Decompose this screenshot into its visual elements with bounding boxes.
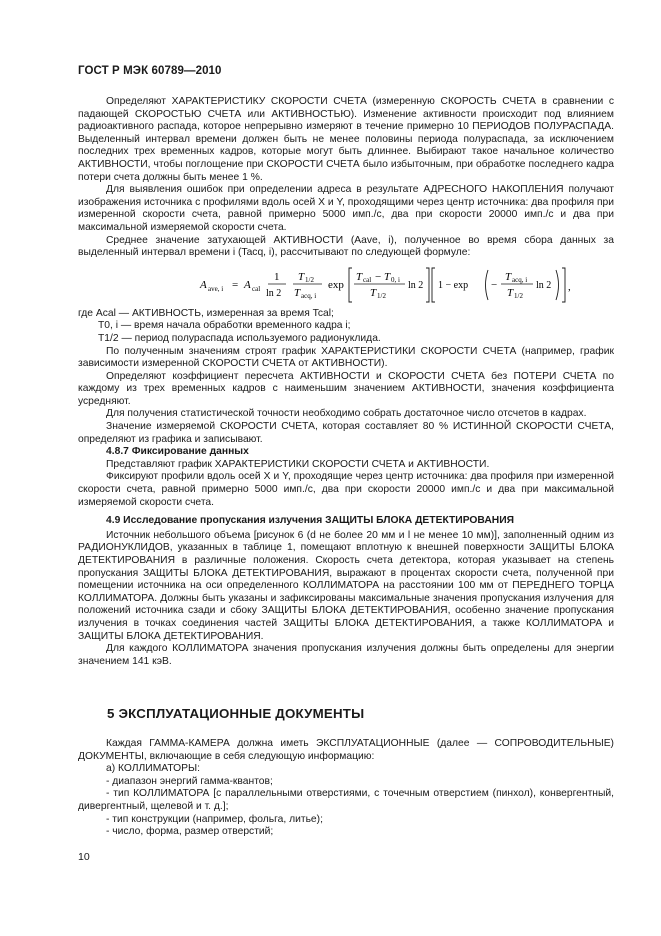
formula-minus2: − [491, 278, 498, 291]
paragraph-accompanying-documents: Каждая ГАММА-КАМЕРА должна иметь ЭКСПЛУАТАЦИОННЫЕ (далее — СОПРОВОДИТЕЛЬНЫЕ) ДОКУМЕНТЫ, включающие в себя следующую информацию: [78, 738, 614, 762]
formula-t12-den2-sub: 1/2 [514, 291, 523, 300]
where-line-t0: T0, i — время начала обработки временного кадра i; [98, 320, 351, 332]
document-header: ГОСТ Р МЭК 60789—2010 [78, 65, 222, 77]
formula-acal-sub: cal [252, 284, 261, 293]
subsection-heading-4-9: 4.9 Исследование пропускания излучения ЗАЩИТЫ БЛОКА ДЕТЕКТИРОВАНИЯ [106, 515, 515, 527]
paragraph-shield-transmission: Источник небольшого объема [рисунок 6 (d не более 20 мм и l не менее 10 мм)], заполненный одним из РАДИОНУКЛИДОВ, указанных в таблице 1, помещают вплотную к внешней поверхности ЗАЩИТЫ БЛОКА ДЕТЕКТИРОВАНИЯ в различные положения. Скорость счета детектора, которая указывает на степень пропускания ЗАЩИТЫ БЛОКА ДЕТЕКТИРОВАНИЯ, выражают в процентах скорости счета, полученной при помещении источника на оси определенного КОЛЛИМАТОРА на расстоянии 100 мм от ПЕРЕДНЕГО ТОРЦА КОЛЛИМАТОРА. Должны быть указаны и зафиксированы максимальные значения пропускания излучения для положений источника сзади и сбоку ЗАЩИТЫ БЛОКА ДЕТЕКТИРОВАНИЯ, особенно значение пропускания излучения в точках соединения частей ЗАЩИТЫ БЛОКА ДЕТЕКТИРОВАНИЯ, а также КОЛЛИМАТОРА и ЗАЩИТЫ БЛОКА ДЕТЕКТИРОВАНИЯ. [78, 529, 614, 642]
average-activity-formula [78, 264, 614, 306]
paragraph-address-accumulation: Для выявления ошибок при определении адреса в результате АДРЕСНОГО НАКОПЛЕНИЯ получают изображения источника с профилями вдоль осей X и Y, проходящими через центр источника: два профиля при измеренной скорости счета, равной примерно 5000 имп./с, два при скорости 20000 имп./с и два при максимальной измеряемой скорости счета. [78, 184, 614, 233]
formula-one-minus: 1 − exp [438, 279, 469, 291]
paragraph-present-graph: Представляют график ХАРАКТЕРИСТИКИ СКОРОСТИ СЧЕТА и АКТИВНОСТИ. [106, 458, 490, 470]
formula-t12-sub: 1/2 [305, 275, 314, 284]
formula-tcal-sub: cal [363, 275, 372, 284]
section-5-text [78, 738, 614, 839]
dash-item-construction-type: - тип конструкции (например, фольга, литье); [106, 813, 323, 825]
where-line-acal: где Acal — АКТИВНОСТЬ, измеренная за время Tcal; [78, 307, 334, 319]
formula-t12-den-sub: 1/2 [377, 291, 386, 300]
dash-item-collimator-type: - тип КОЛЛИМАТОРА [с параллельными отверстиями, с точечным отверстием (пинхол), конвергентный, дивергентный, щелевой и т. д.]; [78, 788, 614, 812]
svg-text:,: , [568, 280, 571, 293]
formula-one: 1 [274, 270, 280, 283]
paragraph-80-percent: Значение измеряемой СКОРОСТИ СЧЕТА, которая составляет 80 % ИСТИННОЙ СКОРОСТИ СЧЕТА, определяют из графика и записывают. [78, 421, 614, 445]
dash-item-energy-range: - диапазон энергий гамма-квантов; [106, 775, 273, 787]
formula-tcal: T [356, 270, 363, 283]
formula-tacq-num: T [505, 270, 512, 283]
formula-tail: ln 2 [536, 279, 552, 291]
paragraph-record-profiles: Фиксируют профили вдоль осей X и Y, проходящие через центр источника: два профиля при измеренной скорости счета, равной примерно 5000 имп./с, два при скорости 20000 имп./с и два при максимальной измеряемой скорости счета. [78, 471, 614, 508]
formula-eq: = [232, 278, 239, 291]
subsection-heading-4-8-7: 4.8.7 Фиксирование данных [106, 446, 249, 458]
formula-lhs: A [200, 278, 207, 291]
formula-tacq-sub: acq, i [301, 291, 317, 300]
where-line-t12: T1/2 — период полураспада используемого радионуклида. [98, 332, 381, 344]
formula-lhs-sub: ave, i [208, 284, 224, 293]
dash-item-holes: - число, форма, размер отверстий; [106, 826, 274, 838]
list-item-a-collimators: а) КОЛЛИМАТОРЫ: [106, 763, 201, 775]
formula-acal: A [244, 278, 251, 291]
formula-t12-den2: T [507, 286, 514, 299]
paragraph-141-kev: Для каждого КОЛЛИМАТОРА значения пропускания излучения должны быть определены для энергии значением 141 кэВ. [78, 643, 614, 667]
section-heading-5: 5 ЭКСПЛУАТАЦИОННЫЕ ДОКУМЕНТЫ [107, 706, 365, 721]
formula-t0-sub: 0, i [391, 275, 400, 284]
formula-t12: T [298, 270, 305, 283]
formula-t0: T [384, 270, 391, 283]
formula-ln2b: ln 2 [408, 279, 424, 291]
paragraph-graph: По полученным значениям строят график ХАРАКТЕРИСТИКИ СКОРОСТИ СЧЕТА (например, график зависимости измеренной СКОРОСТИ СЧЕТА от АКТИВНОСТИ). [78, 345, 614, 370]
paragraph-conversion-factor: Определяют коэффициент пересчета АКТИВНОСТИ и СКОРОСТИ СЧЕТА без ПОТЕРИ СЧЕТА по каждому из трех временных кадров с наименьшим значением АКТИВНОСТИ, значения коэффициента усредняют. [78, 370, 614, 407]
formula-exp: exp [328, 278, 344, 291]
page-number: 10 [78, 851, 90, 863]
formula-tacq-num-sub: acq, i [512, 275, 528, 284]
formula-minus: − [375, 270, 382, 283]
section-4-8-6-text [78, 96, 614, 668]
formula-t12-den: T [370, 286, 377, 299]
paragraph-average-activity: Среднее значение затухающей АКТИВНОСТИ (Aave, i), полученное во время сбора данных за выделенный интервал времени i (Tacq, i), рассчитывают по следующей формуле: [78, 234, 614, 259]
formula-tacq: T [294, 286, 301, 299]
formula-ln2: ln 2 [266, 287, 282, 299]
paragraph-statistics: Для получения статистической точности необходимо собрать достаточное число отсчетов в кадрах. [106, 408, 587, 420]
paragraph-count-rate-characteristic: Определяют ХАРАКТЕРИСТИКУ СКОРОСТИ СЧЕТА (измеренную СКОРОСТЬ СЧЕТА в сравнении с падающей СКОРОСТЬЮ СЧЕТА или АКТИВНОСТЬЮ). Изменение активности происходит под влиянием радиоактивного распада, которое непрерывно измеряют в течение примерно 10 ПЕРИОДОВ ПОЛУРАСПАДА. Выделенный интервал времени должен быть не менее половины периода полураспада, за исключением последних трех временных кадров, которые могут быть длиннее. Выбирают такое начальное количество АКТИВНОСТИ, чтобы поглощение при СКОРОСТИ СЧЕТА было избыточным, при обработке последнего кадра потери счета должны быть менее 1 %. [78, 96, 614, 183]
